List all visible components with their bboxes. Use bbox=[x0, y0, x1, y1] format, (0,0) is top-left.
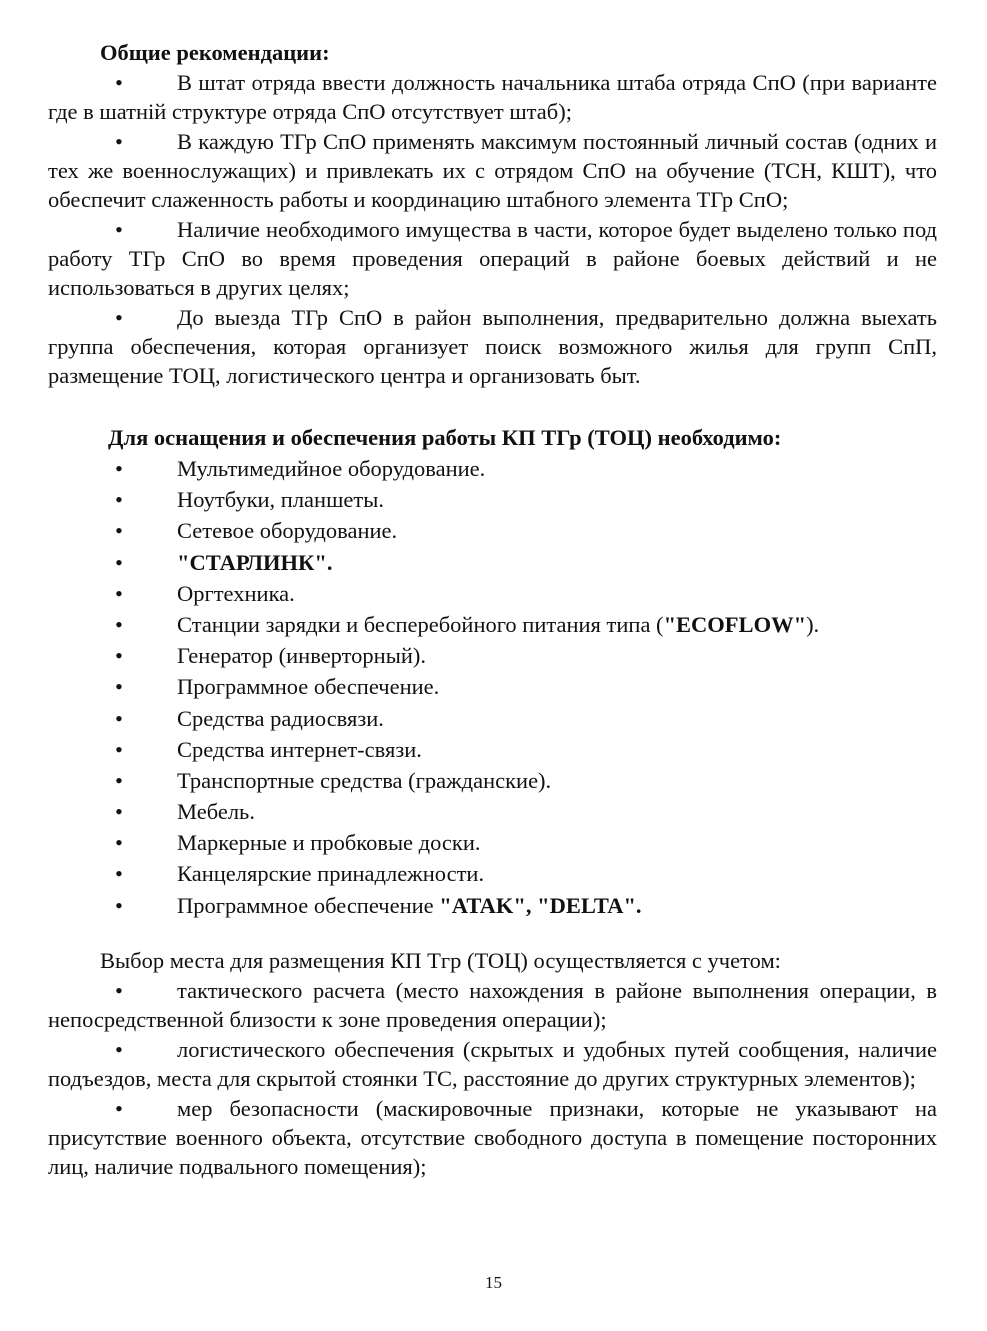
list-item bbox=[48, 453, 937, 484]
location-selection-intro: Выбор места для размещения КП Тгр (ТОЦ) осуществляется с учетом: bbox=[100, 947, 781, 973]
bullet-marker: • bbox=[115, 456, 123, 481]
list-item-text: Средства интернет-связи. bbox=[177, 736, 422, 762]
recommendation-item bbox=[48, 68, 937, 126]
general-recommendations-heading: Общие рекомендации: bbox=[100, 40, 330, 65]
list-item bbox=[48, 578, 937, 609]
recommendation-text: До выезда ТГр СпО в район выполнения, предварительно должна выехать группа обеспечения, которая организует поиск возможного жилья для групп СпП, размещение ТОЦ, логистического центра и организовать быт. bbox=[48, 305, 937, 388]
bullet-marker: • bbox=[115, 830, 123, 856]
criteria-text: тактического расчета (место нахождения в районе выполнения операции, в непосредственной близости к зоне проведения операции); bbox=[48, 977, 937, 1032]
bullet-marker: • bbox=[115, 736, 123, 762]
list-item-text-bold: "ECOFLOW" bbox=[663, 611, 807, 637]
list-item bbox=[48, 515, 937, 546]
bullet-marker: • bbox=[115, 549, 123, 575]
list-item bbox=[48, 703, 937, 734]
recommendation-text: В каждую ТГр СпО применять максимум постоянный личный состав (одних и тех же военнослужащих) и привлекать их с отрядом СпО на обучение (ТСН, КШТ), что обеспечит слаженность работы и координацию штабного элемента ТГр СпО; bbox=[48, 129, 937, 212]
list-item-text-bold: "ATAK", "DELTA". bbox=[439, 892, 642, 918]
bullet-marker: • bbox=[115, 611, 123, 637]
list-item bbox=[48, 484, 937, 515]
list-item bbox=[48, 734, 937, 765]
list-item-text: Сетевое оборудование. bbox=[177, 518, 398, 544]
bullet-marker: • bbox=[115, 767, 123, 793]
list-item-text: Станции зарядки и бесперебойного питания типа ( bbox=[177, 611, 664, 637]
list-item bbox=[48, 547, 937, 578]
list-item-text: Оргтехника. bbox=[177, 580, 295, 606]
recommendation-item bbox=[48, 127, 937, 214]
page-content bbox=[48, 38, 937, 1181]
bullet-marker: • bbox=[115, 129, 123, 154]
page-number: 15 bbox=[485, 1273, 502, 1292]
recommendation-text: Наличие необходимого имущества в части, которое будет выделено только под работу ТГр СпО во время проведения операций в районе боевых действий и не использоваться в других целях; bbox=[48, 217, 937, 300]
list-item-text: Канцелярские принадлежности. bbox=[177, 861, 485, 887]
list-item bbox=[48, 890, 937, 921]
recommendation-item bbox=[48, 215, 937, 302]
list-item-text: Ноутбуки, планшеты. bbox=[177, 487, 384, 513]
list-item-text-bold: "СТАРЛИНК". bbox=[177, 549, 333, 575]
list-item-text: Генератор (инверторный). bbox=[177, 643, 426, 669]
bullet-marker: • bbox=[115, 1095, 123, 1121]
bullet-marker: • bbox=[115, 861, 123, 887]
list-item-text: Транспортные средства (гражданские). bbox=[177, 767, 552, 793]
equipment-heading: Для оснащения и обеспечения работы КП ТГр (ТОЦ) необходимо: bbox=[108, 425, 782, 450]
list-item bbox=[48, 765, 937, 796]
bullet-marker: • bbox=[115, 674, 123, 700]
recommendation-text: В штат отряда ввести должность начальника штаба отряда СпО (при варианте где в шатній структуре отряда СпО отсутствует штаб); bbox=[48, 70, 937, 124]
bullet-marker: • bbox=[115, 705, 123, 731]
bullet-marker: • bbox=[115, 70, 123, 95]
list-item bbox=[48, 858, 937, 889]
bullet-marker: • bbox=[115, 643, 123, 669]
criteria-item bbox=[48, 1094, 937, 1181]
list-item bbox=[48, 671, 937, 702]
bullet-marker: • bbox=[115, 580, 123, 606]
criteria-item bbox=[48, 976, 937, 1034]
bullet-marker: • bbox=[115, 977, 123, 1003]
list-item-text: Программное обеспечение. bbox=[177, 674, 440, 700]
bullet-marker: • bbox=[115, 217, 123, 242]
list-item-text: Мультимедийное оборудование. bbox=[177, 456, 486, 481]
list-item-text: Маркерные и пробковые доски. bbox=[177, 830, 481, 856]
criteria-text: мер безопасности (маскировочные признаки, которые не указывают на присутствие военного объекта, отсутствие свободного доступа в помещение посторонних лиц, наличие подвального помещения); bbox=[48, 1095, 937, 1179]
list-item-text: ). bbox=[806, 611, 820, 637]
list-item bbox=[48, 640, 937, 671]
bullet-marker: • bbox=[115, 892, 123, 918]
bullet-marker: • bbox=[115, 1036, 123, 1062]
list-item-text: Средства радиосвязи. bbox=[177, 705, 384, 731]
recommendation-item bbox=[48, 303, 937, 390]
bullet-marker: • bbox=[115, 518, 123, 544]
list-item bbox=[48, 827, 937, 858]
list-item-text: Мебель. bbox=[177, 799, 255, 825]
equipment-list bbox=[48, 453, 937, 921]
bullet-marker: • bbox=[115, 487, 123, 513]
criteria-text: логистического обеспечения (скрытых и удобных путей сообщения, наличие подъездов, места для скрытой стоянки ТС, расстояние до других структурных элементов); bbox=[48, 1036, 937, 1091]
list-item bbox=[48, 609, 937, 640]
list-item-text: Программное обеспечение bbox=[177, 892, 440, 918]
bullet-marker: • bbox=[115, 799, 123, 825]
list-item bbox=[48, 796, 937, 827]
criteria-item bbox=[48, 1035, 937, 1093]
bullet-marker: • bbox=[115, 305, 123, 330]
